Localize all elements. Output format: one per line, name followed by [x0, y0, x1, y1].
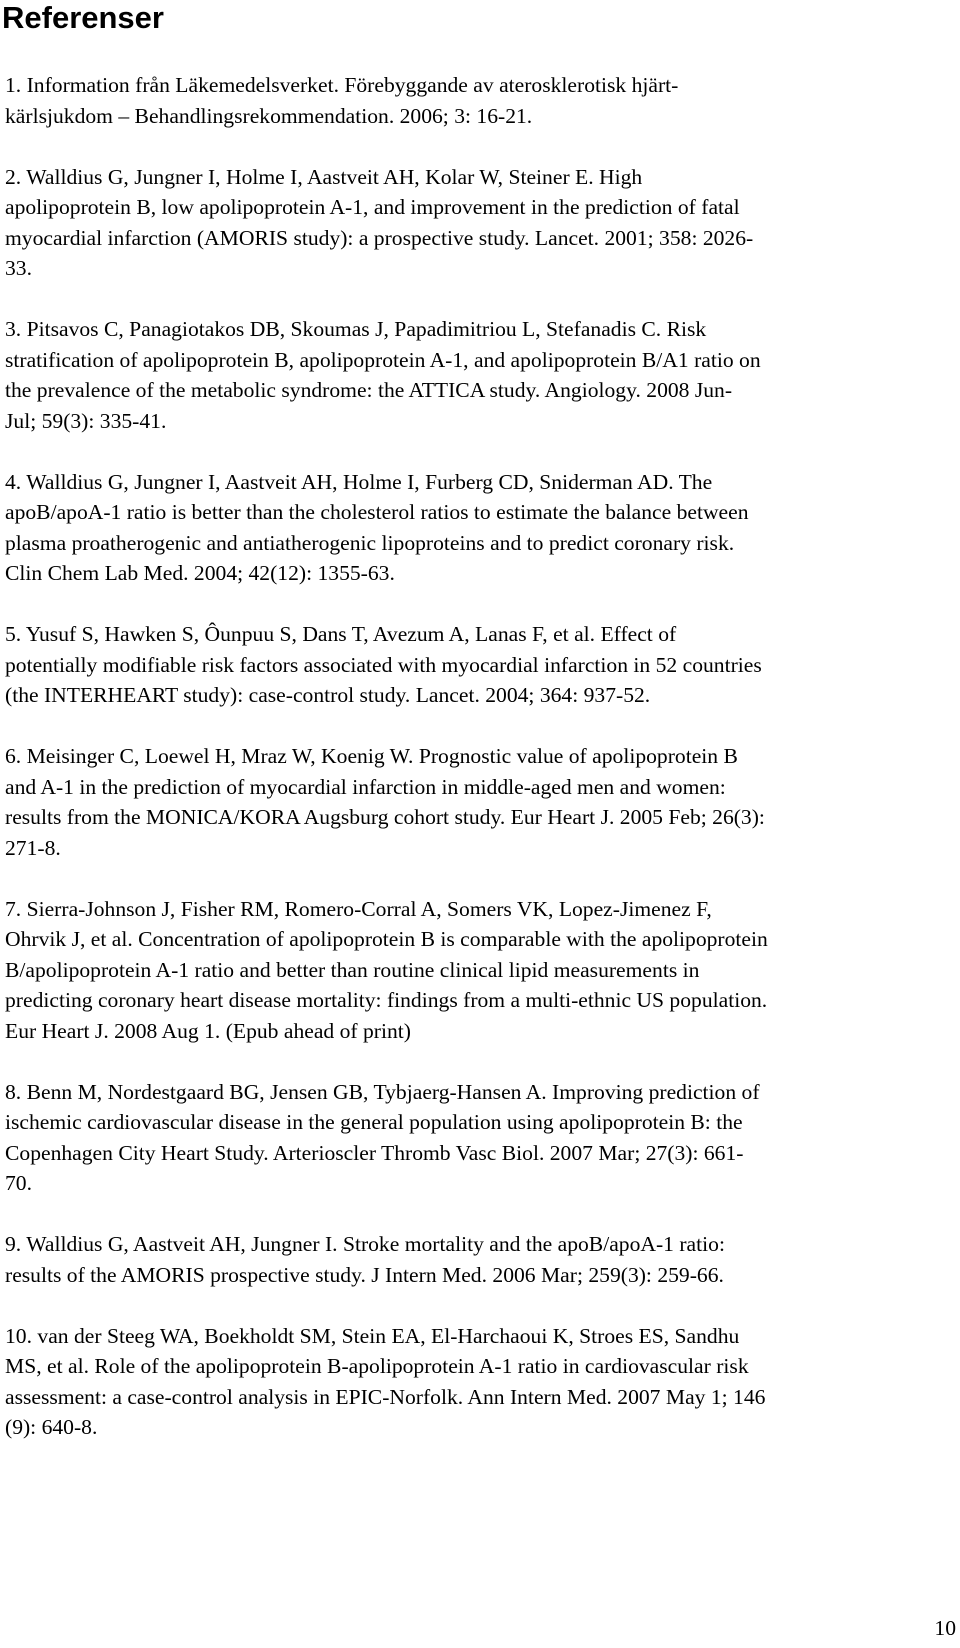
page-number: 10 [934, 1616, 956, 1640]
reference-line: apoB/apoA-1 ratio is better than the cholesterol ratios to estimate the balance between [5, 500, 749, 524]
reference-line: 2. Walldius G, Jungner I, Holme I, Aastveit AH, Kolar W, Steiner E. High [5, 164, 643, 189]
reference-item-1 [5, 70, 955, 131]
reference-line: stratification of apolipoprotein B, apolipoprotein A-1, and apolipoprotein B/A1 ratio on [5, 347, 761, 372]
reference-line: apolipoprotein B, low apolipoprotein A-1, and improvement in the prediction of fatal [5, 195, 740, 219]
reference-item-2 [5, 162, 955, 284]
reference-line: and A-1 in the prediction of myocardial infarction in middle-aged men and women: [5, 774, 726, 799]
reference-item-10 [5, 1321, 955, 1443]
reference-line: Jul; 59(3): 335-41. [5, 408, 167, 433]
reference-line: Eur Heart J. 2008 Aug 1. (Epub ahead of print) [5, 1018, 411, 1043]
reference-item-7 [5, 894, 955, 1047]
reference-line: 70. [5, 1171, 32, 1195]
reference-line: 7. Sierra-Johnson J, Fisher RM, Romero-Corral A, Somers VK, Lopez-Jimenez F, [5, 896, 712, 921]
reference-line: predicting coronary heart disease mortality: findings from a multi-ethnic US population. [5, 988, 768, 1012]
reference-item-5 [5, 619, 955, 711]
reference-line: 271-8. [5, 835, 61, 860]
reference-line: 9. Walldius G, Aastveit AH, Jungner I. Stroke mortality and the apoB/apoA-1 ratio: [5, 1232, 725, 1256]
reference-line: B/apolipoprotein A-1 ratio and better than routine clinical lipid measurements in [5, 957, 700, 982]
reference-item-8 [5, 1077, 955, 1199]
reference-line: kärlsjukdom – Behandlingsrekommendation. 2006; 3: 16-21. [5, 103, 533, 128]
reference-item-3 [5, 314, 955, 436]
reference-line: 33. [5, 256, 32, 280]
reference-line: results from the MONICA/KORA Augsburg cohort study. Eur Heart J. 2005 Feb; 26(3): [5, 805, 765, 829]
reference-line: (9): 640-8. [5, 1415, 98, 1439]
reference-line: Copenhagen City Heart Study. Arterioscler Thromb Vasc Biol. 2007 Mar; 27(3): 661- [5, 1140, 744, 1165]
reference-item-9 [5, 1229, 955, 1290]
reference-line: myocardial infarction (AMORIS study): a prospective study. Lancet. 2001; 358: 2026- [5, 225, 754, 250]
reference-line: 8. Benn M, Nordestgaard BG, Jensen GB, Tybjaerg-Hansen A. Improving prediction of [5, 1079, 760, 1104]
reference-line: 4. Walldius G, Jungner I, Aastveit AH, Holme I, Furberg CD, Sniderman AD. The [5, 469, 713, 494]
reference-item-4 [5, 467, 955, 589]
reference-line: Clin Chem Lab Med. 2004; 42(12): 1355-63. [5, 561, 395, 585]
reference-line: the prevalence of the metabolic syndrome: the ATTICA study. Angiology. 2008 Jun- [5, 378, 733, 402]
reference-line: 5. Yusuf S, Hawken S, Ôunpuu S, Dans T, Avezum A, Lanas F, et al. Effect of [5, 622, 677, 646]
reference-line: 3. Pitsavos C, Panagiotakos DB, Skoumas J, Papadimitriou L, Stefanadis C. Risk [5, 317, 707, 341]
reference-line: Ohrvik J, et al. Concentration of apolipoprotein B is comparable with the apolipoprotein [5, 927, 768, 951]
reference-line: MS, et al. Role of the apolipoprotein B-apolipoprotein A-1 ratio in cardiovascular risk [5, 1354, 749, 1378]
reference-line: 6. Meisinger C, Loewel H, Mraz W, Koenig W. Prognostic value of apolipoprotein B [5, 744, 738, 768]
reference-line: 10. van der Steeg WA, Boekholdt SM, Stein EA, El-Harchaoui K, Stroes ES, Sandhu [5, 1323, 740, 1348]
reference-line: ischemic cardiovascular disease in the general population using apolipoprotein B: the [5, 1110, 743, 1134]
reference-line: 1. Information från Läkemedelsverket. Förebyggande av aterosklerotisk hjärt- [5, 73, 679, 97]
reference-line: results of the AMORIS prospective study. J Intern Med. 2006 Mar; 259(3): 259-66. [5, 1262, 724, 1287]
reference-list [5, 70, 955, 1473]
reference-line: (the INTERHEART study): case-control study. Lancet. 2004; 364: 937-52. [5, 683, 651, 707]
reference-line: plasma proatherogenic and antiatherogenic lipoproteins and to predict coronary risk. [5, 530, 735, 555]
reference-item-6 [5, 741, 955, 863]
reference-line: assessment: a case-control analysis in EPIC-Norfolk. Ann Intern Med. 2007 May 1; 146 [5, 1384, 766, 1409]
page-heading: Referenser [2, 0, 164, 35]
reference-line: potentially modifiable risk factors associated with myocardial infarction in 52 countries [5, 652, 762, 677]
